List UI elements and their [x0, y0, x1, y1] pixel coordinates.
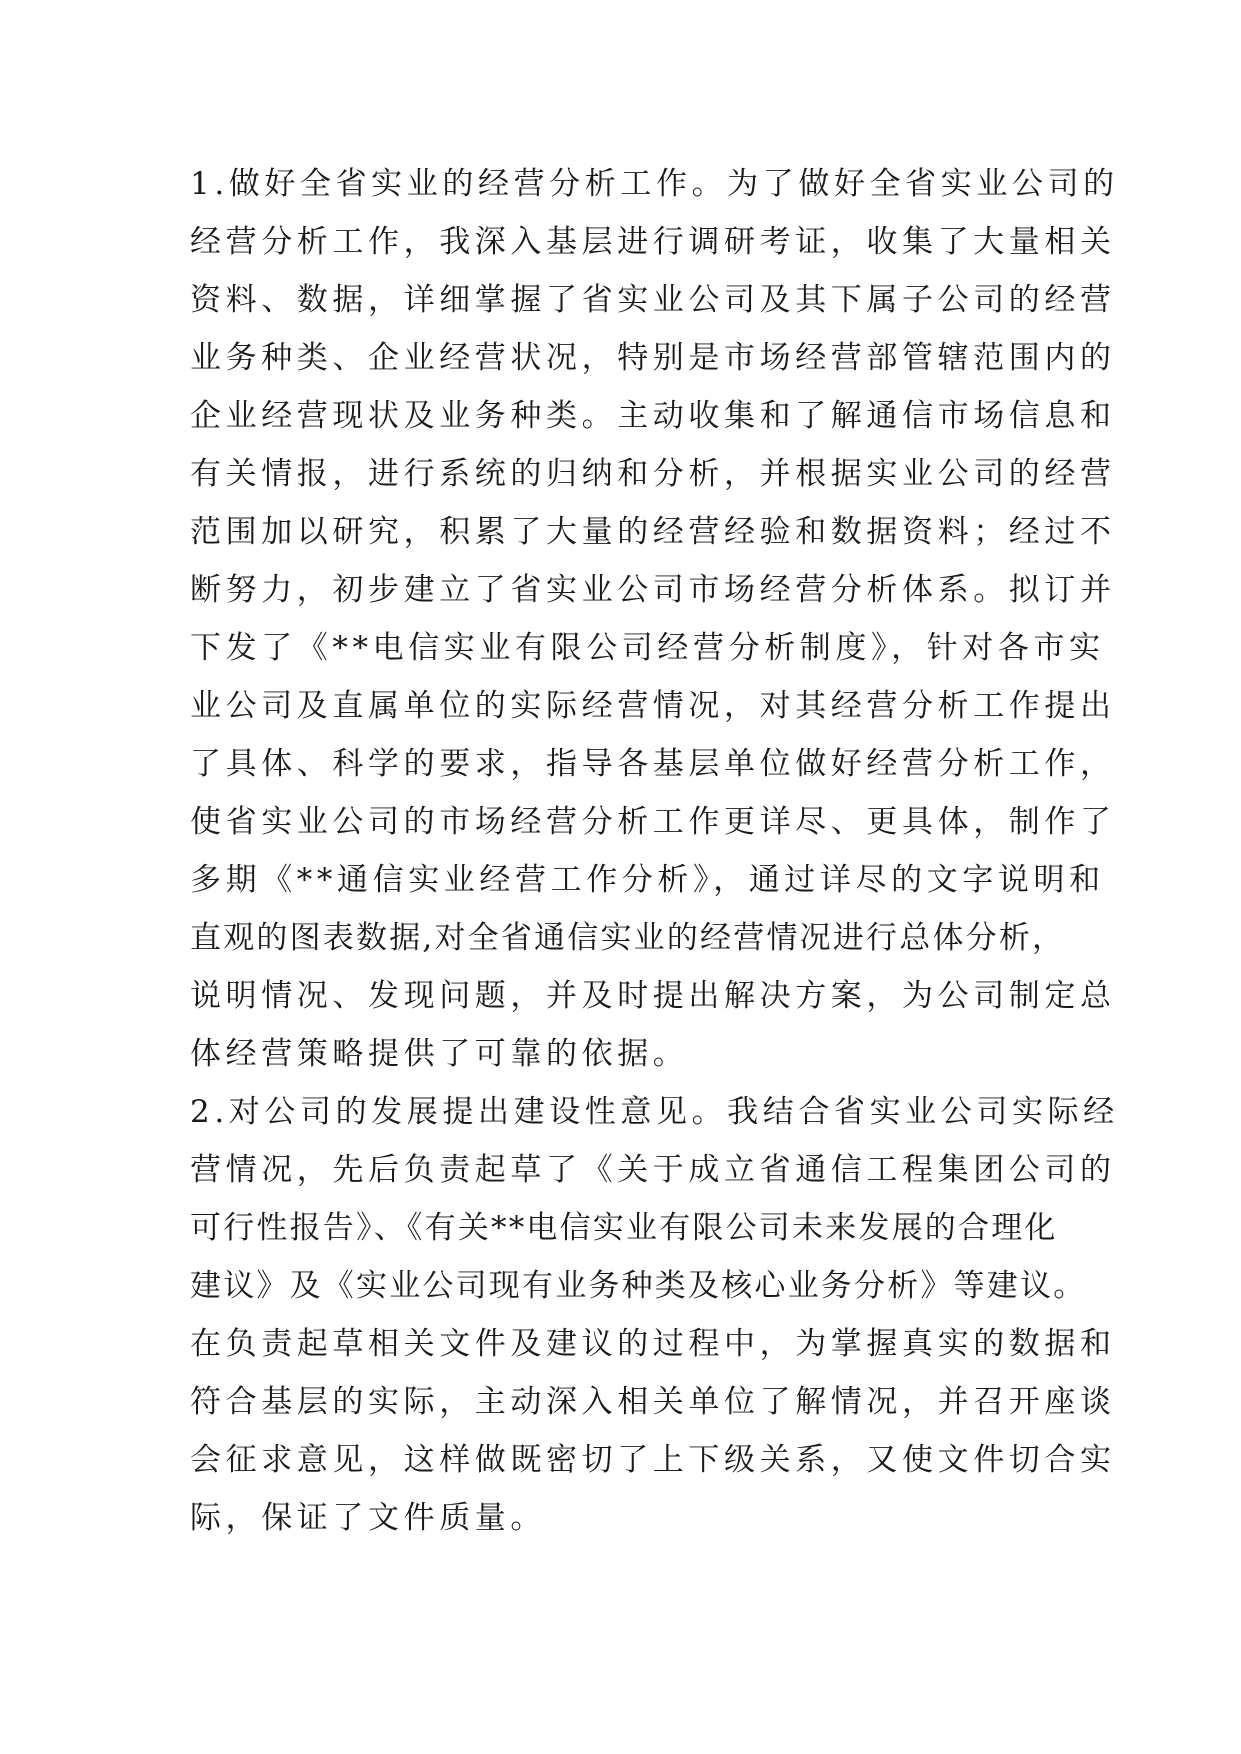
paragraph-2-line-1: 2.对公司的发展提出建设性意见。我结合省实业公司实际经 [190, 1094, 1119, 1130]
paragraph-2-line-4: 建议》及《实业公司现有业务种类及核心业务分析》等建议。 [190, 1268, 1087, 1304]
paragraph-1-line-11: 了具体、科学的要求，指导各基层单位做好经营分析工作， [190, 746, 1116, 782]
paragraph-1-line-12: 使省实业公司的市场经营分析工作更详尽、更具体，制作了 [190, 804, 1116, 840]
paragraph-1-line-14: 直观的图表数据,对全省通信实业的经营情况进行总体分析， [190, 920, 1066, 956]
paragraph-2-line-5: 在负责起草相关文件及建议的过程中，为掌握真实的数据和 [190, 1326, 1116, 1362]
paragraph-2-line-7: 会征求意见，这样做既密切了上下级关系，又使文件切合实 [190, 1442, 1116, 1478]
paragraph-2-line-2: 营情况，先后负责起草了《关于成立省通信工程集团公司的 [190, 1152, 1116, 1188]
paragraph-1-line-3: 资料、数据，详细掌握了省实业公司及其下属子公司的经营 [190, 282, 1116, 318]
paragraph-1-line-5: 企业经营现状及业务种类。主动收集和了解通信市场信息和 [190, 398, 1116, 434]
paragraph-1-line-9: 下发了《**电信实业有限公司经营分析制度》，针对各市实 [190, 630, 1105, 666]
paragraph-1-line-7: 范围加以研究，积累了大量的经营经验和数据资料；经过不 [190, 514, 1116, 550]
paragraph-1-line-15: 说明情况、发现问题，并及时提出解决方案，为公司制定总 [190, 978, 1116, 1014]
paragraph-1-line-1: 1.做好全省实业的经营分析工作。为了做好全省实业公司的 [190, 166, 1119, 202]
paragraph-1-line-8: 断努力，初步建立了省实业公司市场经营分析体系。拟订并 [190, 572, 1116, 608]
paragraph-1-line-16: 体经营策略提供了可靠的依据。 [190, 1036, 689, 1072]
paragraph-2-line-6: 符合基层的实际，主动深入相关单位了解情况，并召开座谈 [190, 1384, 1116, 1420]
paragraph-1-line-2: 经营分析工作，我深入基层进行调研考证，收集了大量相关 [190, 224, 1116, 260]
paragraph-2-line-3: 可行性报告》、《有关**电信实业有限公司未来发展的合理化 [190, 1210, 1058, 1246]
paragraph-1-line-6: 有关情报，进行系统的归纳和分析，并根据实业公司的经营 [190, 456, 1116, 492]
paragraph-2-line-8: 际，保证了文件质量。 [190, 1500, 546, 1536]
paragraph-1-line-10: 业公司及直属单位的实际经营情况，对其经营分析工作提出 [190, 688, 1116, 724]
paragraph-1-line-4: 业务种类、企业经营状况，特别是市场经营部管辖范围内的 [190, 340, 1116, 376]
paragraph-1-line-13: 多期《**通信实业经营工作分析》，通过详尽的文字说明和 [190, 862, 1105, 898]
